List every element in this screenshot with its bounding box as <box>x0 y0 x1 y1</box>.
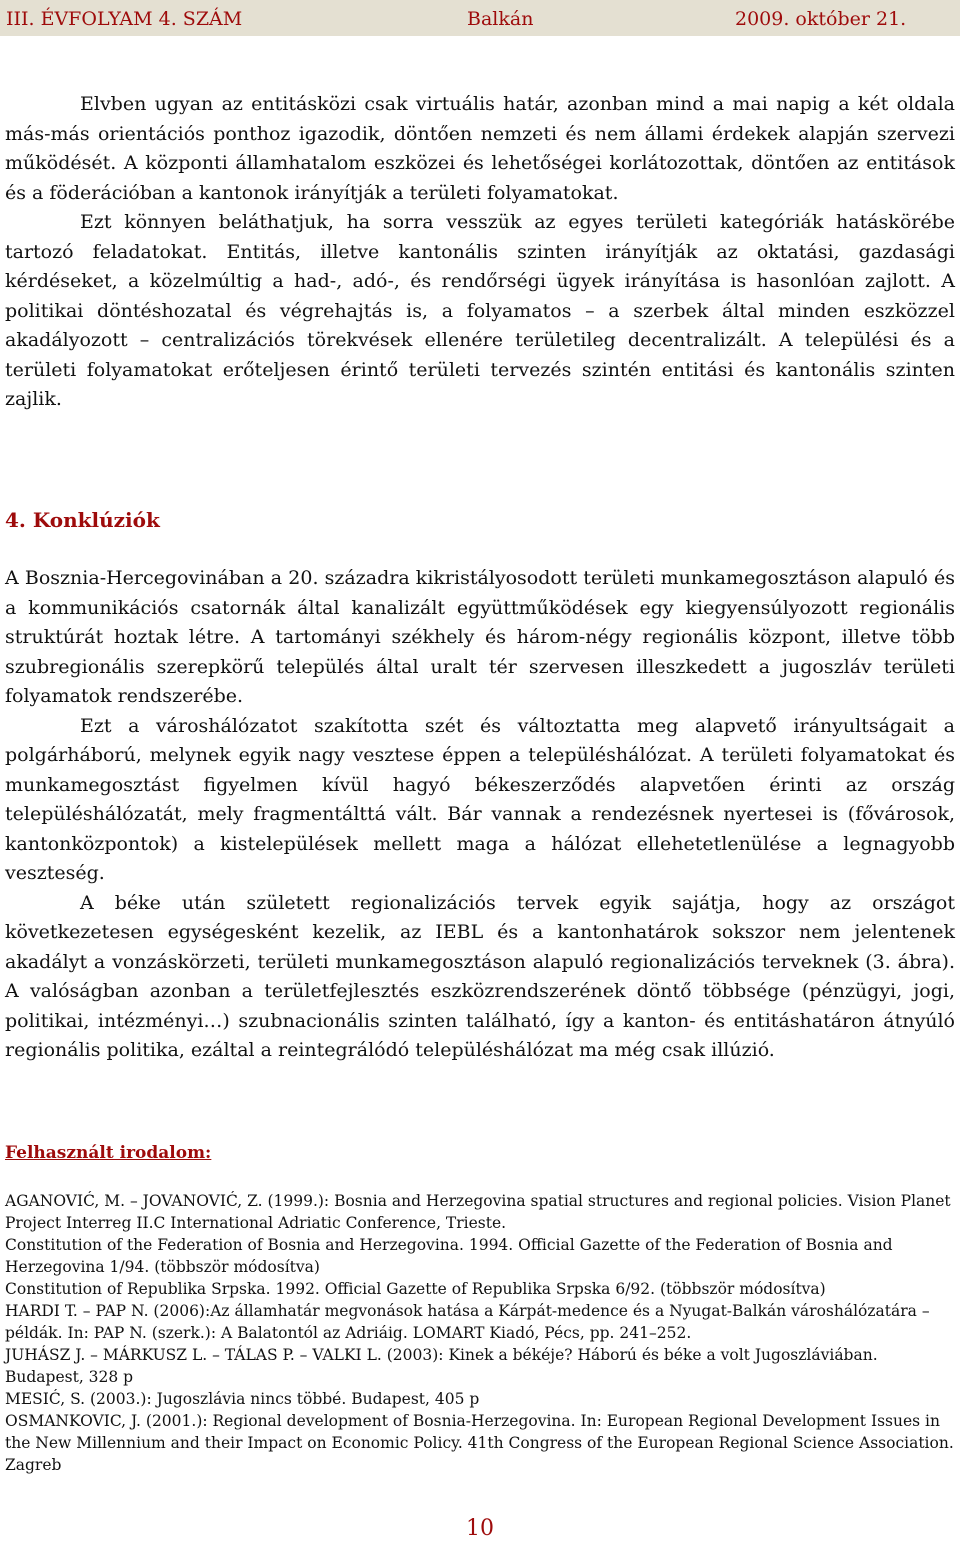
paragraph-4: Ezt a városhálózatot szakította szét és változtatta meg alapvető irányultságait a polgárháború, melynek egyik nagy vesztese éppen a településhálózat. A területi folyamatokat és munkamegosztást figyelmen kívül hagyó békeszerződés alapvetően érinti az ország településhálózatát, mely fragmentálttá vált. Bár vannak a rendezésnek nyertesei is (fővárosok, kantonközpontok) a kistelepülések mellett maga a hálózat ellehetetlenülése a legnagyobb veszteség. <box>5 714 955 884</box>
paragraph-1: Elvben ugyan az entitásközi csak virtuális határ, azonban mind a mai napig a két oldala más-más orientációs ponthoz igazodik, döntően nemzeti és nem állami érdekek alapján szervezi működését. A központi államhatalom eszközei és lehetőségei korlátozottak, döntően az entitások és a föderációban a kantonok irányítják a területi folyamatokat. <box>5 93 955 204</box>
paragraph-5: A béke után született regionalizációs tervek egyik sajátja, hogy az országot következetesen egységesként kezelik, az IEBL és a kantonhatárok sokszor nem jelentenek akadályt a vonzáskörzeti, területi munkamegosztáson alapuló regionalizációs terveknek (3. ábra). A valóságban azonban a területfejlesztés eszközrendszerének döntő többsége (pénzügyi, jogi, politikai, intézményi…) szubnacionális szinten található, így a kanton- és entitáshatáron átnyúló regionális politika, ezáltal a reintegrálódó településhálózat ma még csak illúzió. <box>5 891 955 1061</box>
header-date: 2009. október 21. <box>735 8 907 30</box>
reference-item: JUHÁSZ J. – MÁRKUSZ L. – TÁLAS P. – VALKI L. (2003): Kinek a békéje? Háború és béke a volt Jugoszláviában. Budapest, 328 p <box>5 1346 878 1386</box>
paragraph-2: Ezt könnyen beláthatjuk, ha sorra vesszük az egyes területi kategóriák hatáskörébe tartozó feladatokat. Entitás, illetve kantonális szinten irányítják az oktatási, gazdasági kérdéseket, a közelmúltig a had-, adó-, és rendőrségi ügyek irányítása is hasonlóan zajlott. A politikai döntéshozatal és végrehajtás is, a folyamatos – a szerbek által minden eszközzel akadályozott – centralizációs törekvések ellenére területileg decentralizált. A települési és a területi folyamatokat erőteljesen érintő területi tervezés szintén entitási és kantonális szinten zajlik. <box>5 211 955 410</box>
body-section-2 <box>5 564 955 1066</box>
section-title: 4. Konklúziók <box>5 508 160 532</box>
reference-item: HARDI T. – PAP N. (2006):Az államhatár megvonások hatása a Kárpát-medence és a Nyugat-Balkán városhálózatára – példák. In: PAP N. (szerk.): A Balatontól az Adriáig. LOMART Kiadó, Pécs, pp. 241–252. <box>5 1302 930 1342</box>
reference-item: Constitution of Republika Srpska. 1992. Official Gazette of Republika Srpska 6/92. (többször módosítva) <box>5 1280 826 1298</box>
references-heading: Felhasznált irodalom: <box>5 1143 212 1163</box>
body-section-1 <box>5 90 955 415</box>
reference-item: MESIĆ, S. (2003.): Jugoszlávia nincs többé. Budapest, 405 p <box>5 1390 480 1408</box>
page-header <box>0 0 960 36</box>
reference-item: OSMANKOVIC, J. (2001.): Regional development of Bosnia-Herzegovina. In: European Regional Development Issues in the New Millennium and their Impact on Economic Policy. 41th Congress of the European Regional Science Association. Zagreb <box>5 1412 954 1474</box>
paragraph-3: A Bosznia-Hercegovinában a 20. századra kikristályosodott területi munkamegosztáson alapuló és a kommunikációs csatornák által kanalizált együttműködések egy kiegyensúlyozott regionális struktúrát hoztak létre. A tartományi székhely és három-négy regionális központ, illetve több szubregionális szerepkörű település által uralt tér szervesen illeszkedett a jugoszláv területi folyamatok rendszerébe. <box>5 567 955 707</box>
reference-item: AGANOVIĆ, M. – JOVANOVIĆ, Z. (1999.): Bosnia and Herzegovina spatial structures and regional policies. Vision Planet Project Interreg II.C International Adriatic Conference, Trieste. <box>5 1192 951 1232</box>
page-number: 10 <box>466 1516 494 1541</box>
reference-item: Constitution of the Federation of Bosnia and Herzegovina. 1994. Official Gazette of the Federation of Bosnia and Herzegovina 1/94. (többször módosítva) <box>5 1236 893 1276</box>
header-journal: Balkán <box>467 8 534 30</box>
header-volume: III. ÉVFOLYAM 4. SZÁM <box>6 8 243 30</box>
references-list <box>5 1190 957 1476</box>
